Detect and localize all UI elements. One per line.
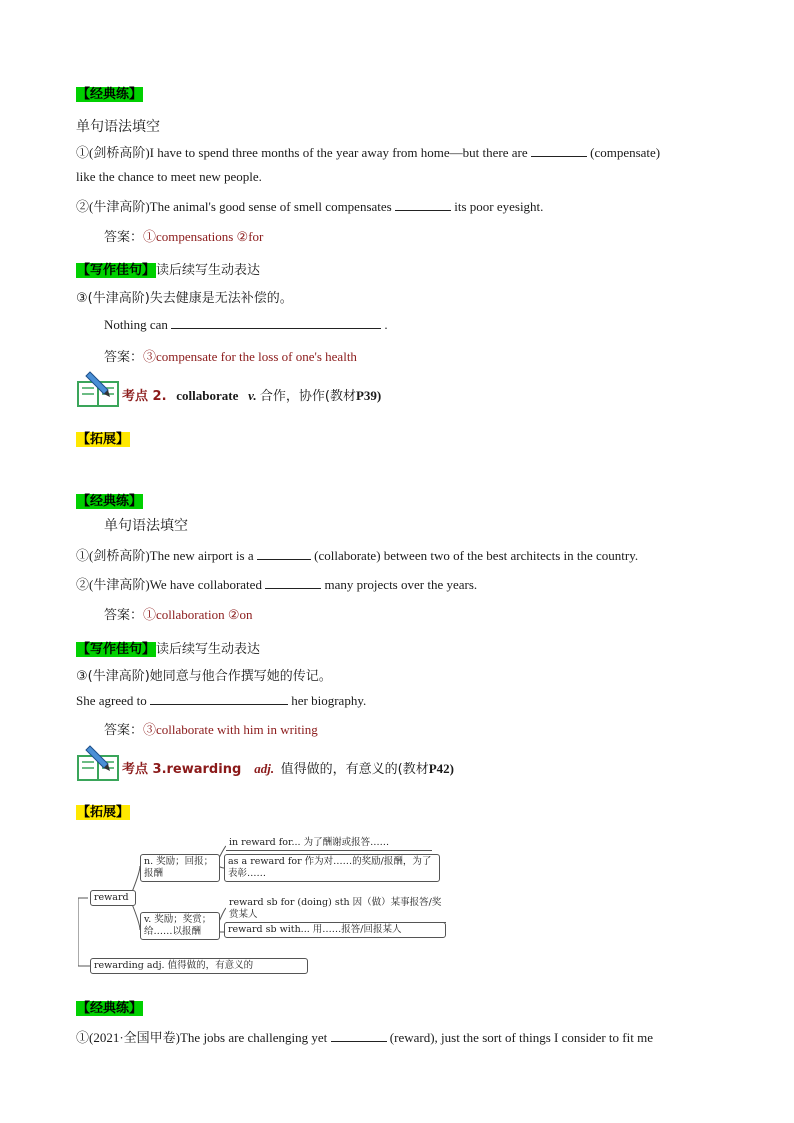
- section-tag-classic-1: 【经典练】: [77, 87, 143, 102]
- book-pen-icon: [76, 742, 122, 782]
- subtitle-grammar-fill-1: 单句语法填空: [76, 119, 160, 135]
- writing-tag-2: 【写作佳句】读后续写生动表达: [77, 642, 261, 657]
- section-tag-classic-3: 【经典练】: [77, 1001, 143, 1016]
- kaodian-2-heading: 考点 2. collaborate v. 合作，协作(教材P39): [122, 388, 382, 404]
- subtitle-grammar-fill-2: 单句语法填空: [104, 518, 188, 534]
- answer-3: 答案：①collaboration ②on: [104, 607, 253, 623]
- answer-1: 答案：①compensations ②for: [104, 229, 264, 245]
- kaodian-3-heading: 考点 3.rewarding adj. 值得做的，有意义的(教材P42): [122, 761, 454, 777]
- question-2-1: ①(剑桥高阶)The new airport is a (collaborate) between two of the best architects in the country.: [76, 548, 639, 563]
- blank-1: [531, 144, 587, 157]
- blank-7: [331, 1029, 387, 1042]
- mind-map-noun-item-1: in reward for... 为了酬谢或报答……: [226, 836, 432, 851]
- blank-4: [257, 547, 311, 560]
- mind-map-verb-item-1: reward sb for (doing) sth 因（做）某事报答/奖赏某人: [226, 896, 446, 923]
- mind-map-verb-branch: v. 奖励；奖赏；给……以报酬: [140, 912, 220, 940]
- section-tag-classic-2: 【经典练】: [77, 494, 143, 509]
- mind-map-root: reward: [90, 890, 136, 906]
- blank-5: [265, 576, 321, 589]
- question-1-line-1: ①(剑桥高阶)I have to spend three months of the year away from home—but there are (compensate): [76, 145, 661, 160]
- writing-sentence-2: She agreed to her biography.: [76, 693, 367, 708]
- question-1-line-2: like the chance to meet new people.: [76, 169, 262, 184]
- mind-map-noun-item-2: as a reward for 作为对……的奖励/报酬，为了表彰……: [224, 854, 440, 882]
- blank-3: [171, 316, 381, 329]
- question-2: ②(牛津高阶)The animal's good sense of smell compensates its poor eyesight.: [76, 199, 544, 214]
- writing-sentence-1: Nothing can .: [104, 317, 388, 332]
- answer-4: 答案：③collaborate with him in writing: [104, 722, 318, 738]
- mind-map-verb-item-2: reward sb with... 用……报答/回报某人: [224, 922, 446, 938]
- question-3-1: ①(2021·全国甲卷)The jobs are challenging yet (reward), just the sort of things I consider to fit me: [76, 1030, 653, 1045]
- writing-question-2: ③(牛津高阶)她同意与他合作撰写她的传记。: [76, 669, 332, 684]
- writing-tag-1: 【写作佳句】读后续写生动表达: [77, 263, 261, 278]
- extension-tag-1: 【拓展】: [77, 432, 130, 447]
- reward-mind-map: [78, 832, 448, 980]
- answer-2: 答案：③compensate for the loss of one's health: [104, 349, 357, 365]
- blank-6: [150, 692, 288, 705]
- writing-question-1: ③(牛津高阶)失去健康是无法补偿的。: [76, 291, 293, 306]
- extension-tag-2: 【拓展】: [77, 805, 130, 820]
- mind-map-adj-item: rewarding adj. 值得做的，有意义的: [90, 958, 308, 974]
- question-2-2: ②(牛津高阶)We have collaborated many projects over the years.: [76, 577, 478, 592]
- blank-2: [395, 198, 451, 211]
- mind-map-noun-branch: n. 奖励；回报；报酬: [140, 854, 220, 882]
- book-pen-icon: [76, 368, 122, 408]
